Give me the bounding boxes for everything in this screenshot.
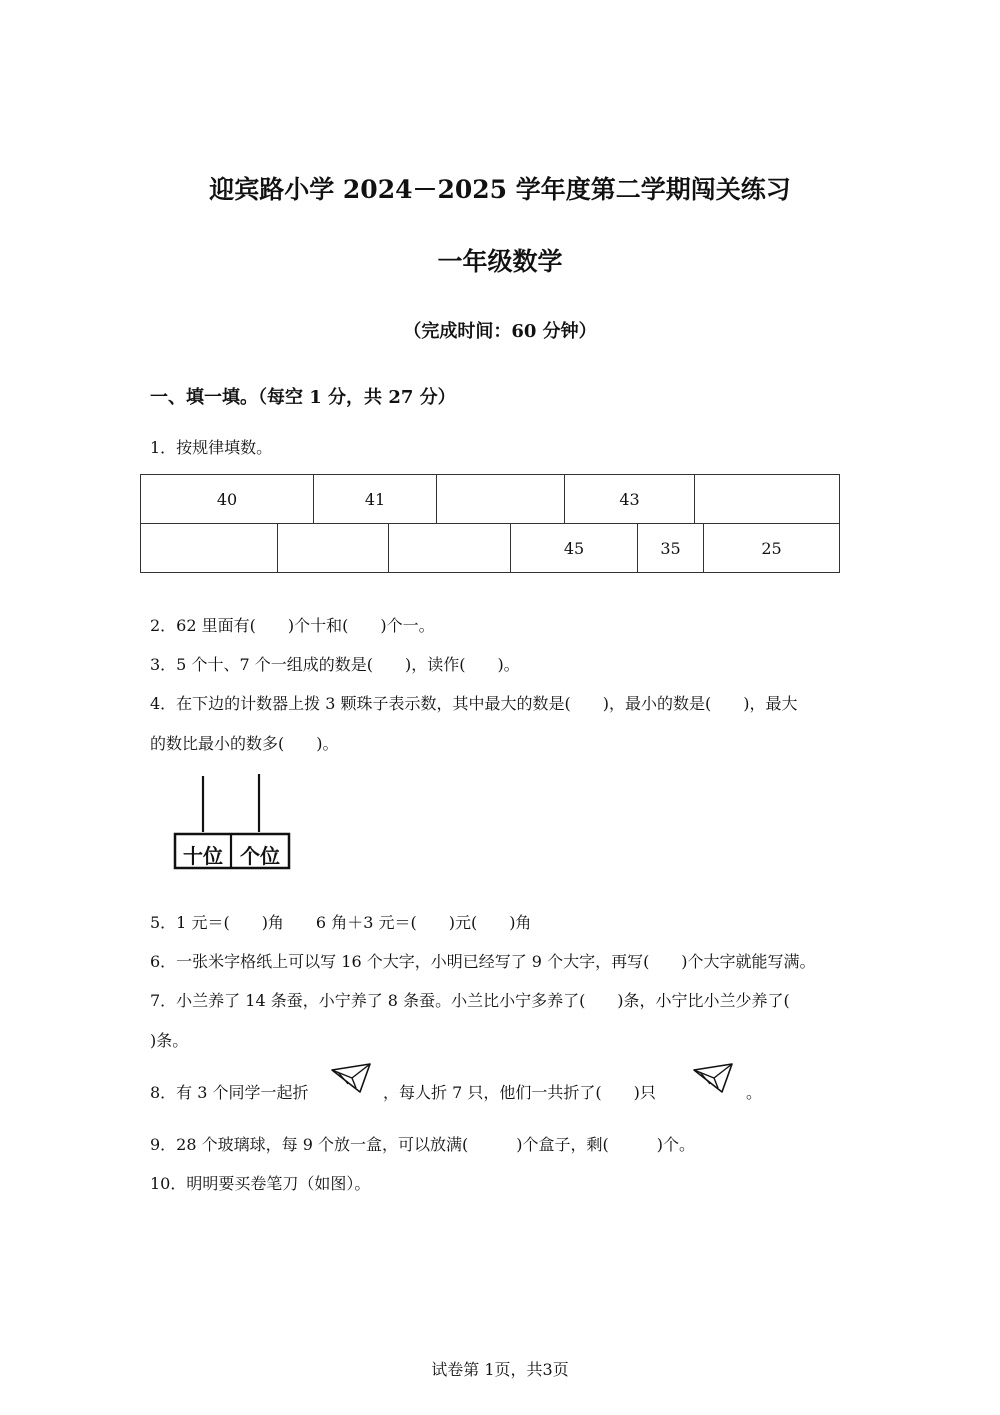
table-cell: [436, 474, 565, 524]
paper-plane-icon: [692, 1062, 734, 1100]
question-4-line-1: 4．在下边的计数器上拨 3 颗珠子表示数，其中最大的数是( )，最小的数是( )，最大: [150, 694, 798, 713]
table-cell: 41: [313, 474, 437, 524]
table-cell: 40: [140, 474, 314, 524]
table-cell: 45: [510, 523, 638, 573]
question-3: 3．5 个十、7 个一组成的数是( )，读作( )。: [150, 655, 520, 674]
table-cell: [694, 474, 840, 524]
question-7-line-1: 7．小兰养了 14 条蚕，小宁养了 8 条蚕。小兰比小宁多养了( )条，小宁比小兰少养了(: [150, 991, 790, 1010]
question-5: 5．1 元＝( )角 6 角＋3 元＝( )元( )角: [150, 913, 532, 932]
section-heading: 一、填一填。（每空 1 分，共 27 分）: [150, 387, 456, 408]
table-cell: [388, 523, 511, 573]
question-4-line-2: 的数比最小的数多( )。: [150, 734, 339, 753]
page-footer: 试卷第 1页，共3页: [431, 1360, 569, 1379]
question-6: 6．一张米字格纸上可以写 16 个大字，小明已经写了 9 个大字，再写( )个大字就能写满。: [150, 952, 816, 971]
question-9: 9．28 个玻璃球，每 9 个放一盒，可以放满( )个盒子，剩( )个。: [150, 1135, 695, 1154]
table-cell: [140, 523, 278, 573]
question-8-part-2: ，每人折 7 只，他们一共折了( )只: [383, 1083, 656, 1102]
abacus-tens-label: 十位: [183, 844, 223, 868]
abacus-illustration: [172, 772, 292, 872]
table-cell: 43: [564, 474, 695, 524]
abacus-ones-label: 个位: [240, 844, 280, 868]
question-10: 10．明明要买卷笔刀（如图）。: [150, 1174, 371, 1193]
table-cell: [277, 523, 389, 573]
question-1: 1．按规律填数。: [150, 438, 273, 457]
exam-title: 迎宾路小学 2024－2025 学年度第二学期闯关练习: [209, 175, 791, 204]
table-cell: 25: [703, 523, 840, 573]
paper-plane-icon: [330, 1062, 372, 1100]
question-7-line-2: )条。: [150, 1031, 189, 1050]
question-8-part-3: 。: [746, 1083, 763, 1102]
table-cell: 35: [637, 523, 704, 573]
question-8-part-1: 8．有 3 个同学一起折: [150, 1083, 309, 1102]
exam-subtitle: 一年级数学: [437, 247, 563, 276]
question-2: 2．62 里面有( )个十和( )个一。: [150, 616, 435, 635]
pattern-table-row-1: [140, 474, 840, 524]
time-note: （完成时间：60 分钟）: [403, 321, 597, 342]
pattern-table-row-2: [140, 523, 840, 573]
